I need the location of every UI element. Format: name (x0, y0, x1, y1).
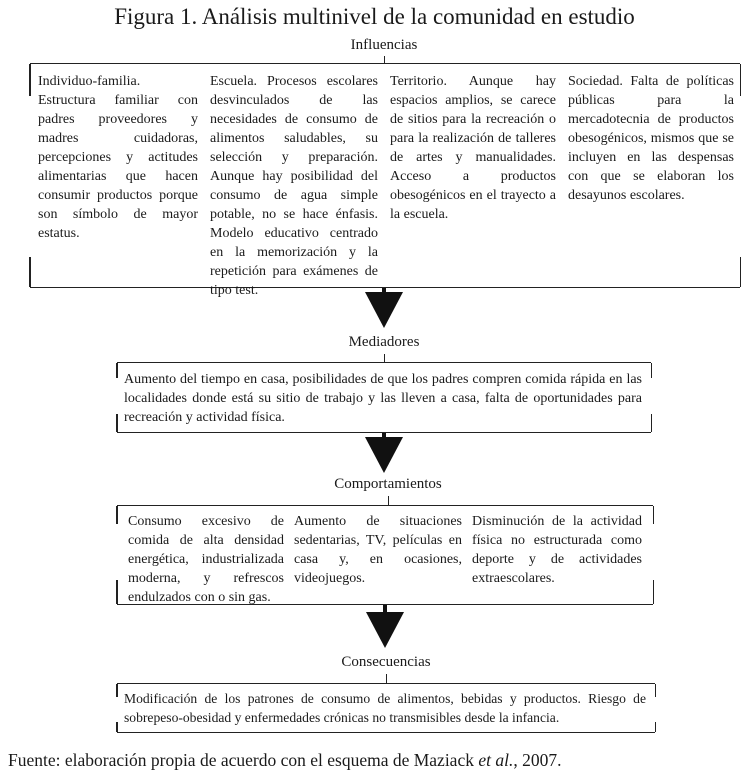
influencia-sociedad: Sociedad. Falta de políticas públicas para la mercadotecnia de productos obesogénicos, mismos que se incluyen en las despensas con que se elaboran los desayunos escolares. (568, 74, 734, 203)
label-mediadores: Mediadores (348, 334, 420, 350)
arrow-down-icon (366, 612, 404, 648)
influencias-box (30, 63, 740, 298)
influencia-territorio: Territorio. Aunque hay espacios amplios, se carece de sitios para la recreación o para la realización de talleres de artes y manualidades. Acceso a productos obesogénicos en el trayecto a la escuela. (390, 74, 556, 222)
arrow-down-icon (365, 437, 403, 473)
label-consecuencias: Consecuencias (341, 654, 431, 670)
arrow-down-icon (365, 292, 403, 328)
mediadores-box (117, 362, 651, 433)
comportamiento-consumo: Consumo excesivo de comida de alta densidad energética, industrializada moderna, y refrescos endulzados con o sin gas. (128, 514, 284, 605)
figure-source: Fuente: elaboración propia de acuerdo con el esquema de Maziack et al., 2007. (8, 750, 562, 770)
connector-line (384, 56, 385, 63)
mediadores-text: Aumento del tiempo en casa, posibilidades de que los padres compren comida rápida en las localidades donde está su sitio de trabajo y las lleven a casa, falta de oportunidades para recreación y actividad física. (124, 372, 642, 425)
comportamientos-box (117, 505, 653, 605)
consecuencias-box (117, 683, 655, 733)
connector-line (384, 354, 385, 362)
comportamiento-sedentarismo: Aumento de situaciones sedentarias, TV, películas en casa y, en ocasiones, videojuegos. (294, 514, 462, 586)
figure-title: Figura 1. Análisis multinivel de la comunidad en estudio (114, 4, 635, 29)
label-comportamientos: Comportamientos (334, 476, 442, 492)
connector-line (386, 674, 387, 683)
comportamiento-actividad-fisica: Disminución de la actividad física no estructurada como deporte y de actividades extraescolares. (472, 514, 642, 586)
influencia-escuela: Escuela. Procesos escolares desvinculados de las necesidades de consumo de alimentos saludables, su selección y preparación. Aunque hay posibilidad del consumo de agua simple potable, no se hace énfasis. Modelo educativo centrado en la memorización y la repetición para exámenes de tipo test. (210, 74, 378, 298)
influencia-individuo-familia: Individuo-familia. Estructura familiar con padres proveedores y madres cuidadoras, percepciones y actitudes alimentarias que hacen consumir productos porque son símbolo de mayor estatus. (38, 74, 198, 241)
label-influencias: Influencias (350, 37, 418, 53)
connector-line (388, 496, 389, 505)
consecuencias-text: Modificación de los patrones de consumo de alimentos, bebidas y productos. Riesgo de sobrepeso-obesidad y enfermedades crónicas no transmisibles desde la infancia. (124, 691, 646, 725)
